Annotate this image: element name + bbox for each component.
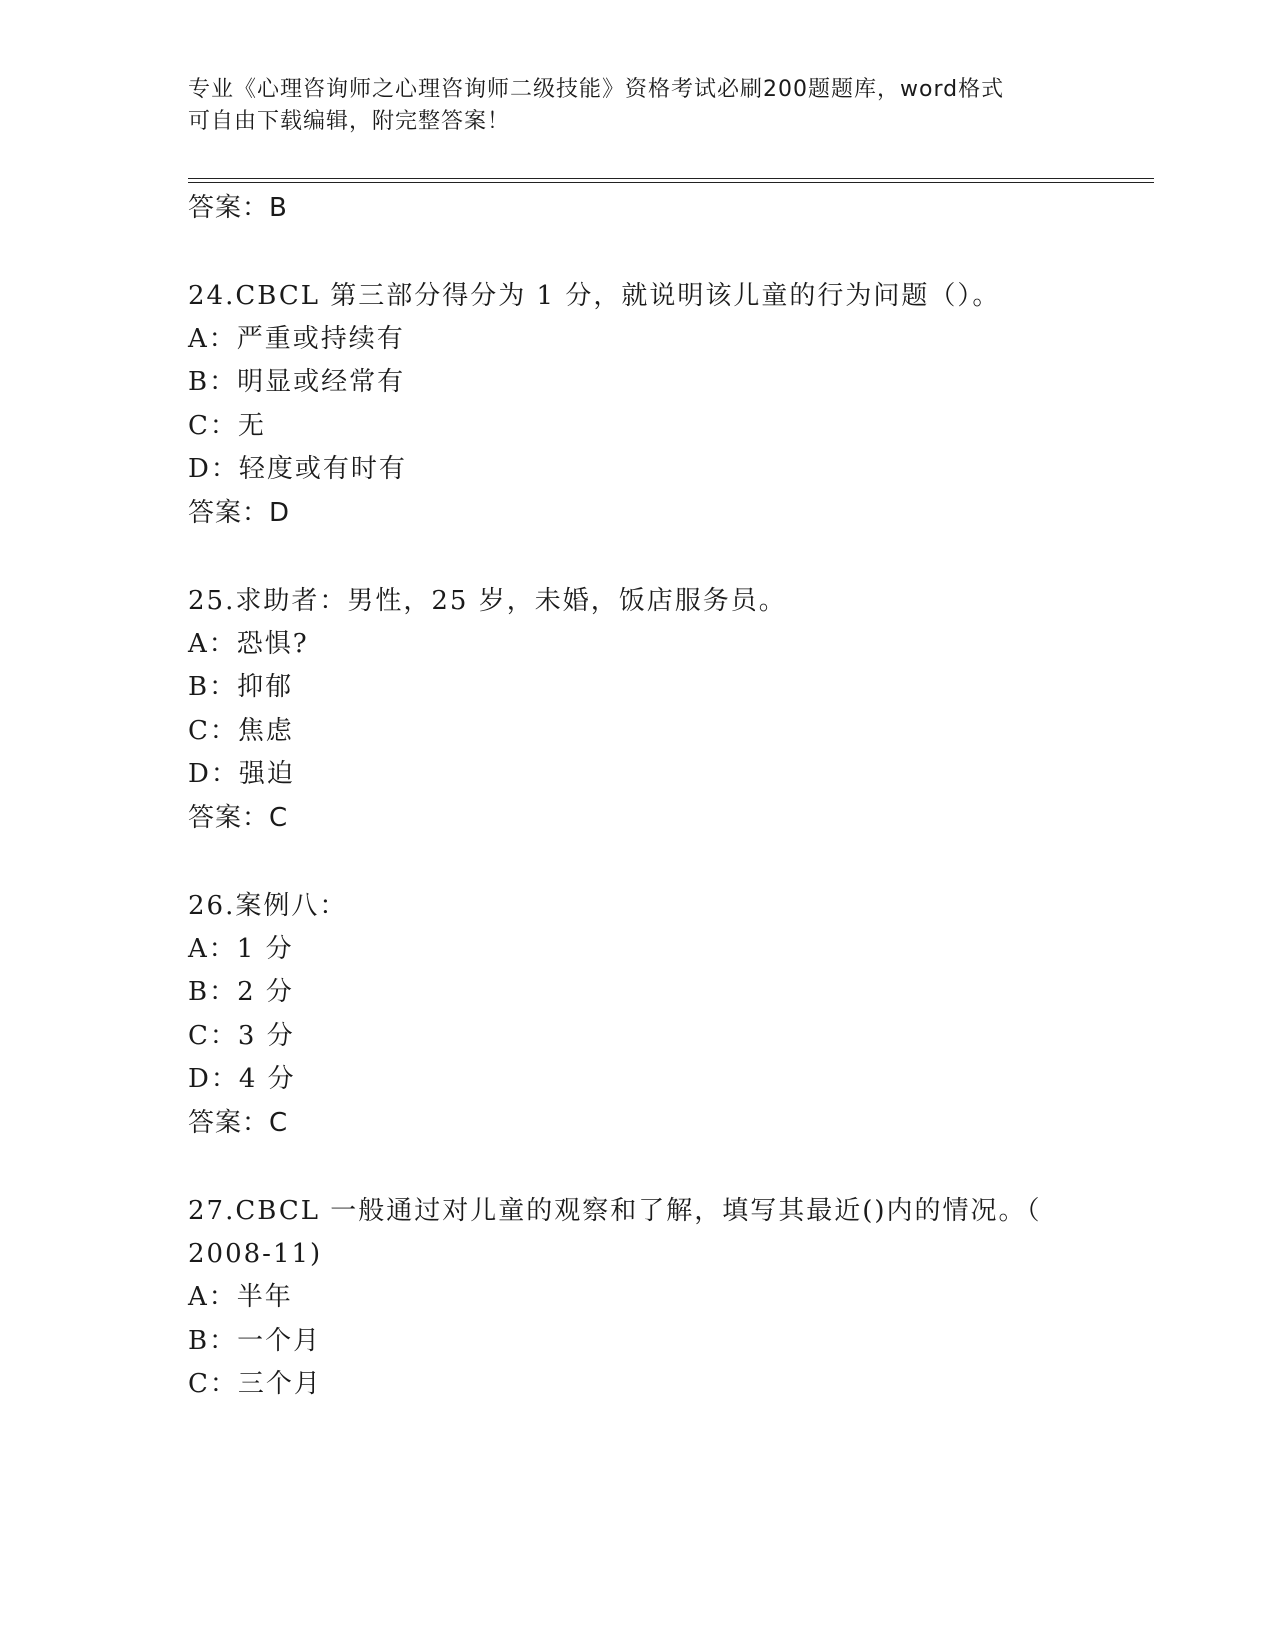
- question-26-text: 26.案例八：: [188, 891, 348, 921]
- question-27-option-b: B：一个月: [188, 1326, 322, 1356]
- question-25-option-c: C：焦虑: [188, 716, 294, 746]
- question-26-answer: 答案：C: [188, 1108, 289, 1138]
- question-26-option-a: A：1 分: [188, 934, 294, 964]
- question-24-answer: 答案：D: [188, 498, 291, 528]
- header-line-2: 可自由下载编辑，附完整答案！: [188, 109, 511, 134]
- question-25-answer: 答案：C: [188, 803, 289, 833]
- question-25-text: 25.求助者：男性，25 岁，未婚，饭店服务员。: [188, 586, 787, 616]
- question-24-option-c: C：无: [188, 411, 266, 441]
- question-26-option-c: C：3 分: [188, 1021, 295, 1051]
- question-27-option-a: A：半年: [188, 1282, 293, 1312]
- question-25-option-b: B：抑郁: [188, 672, 294, 702]
- question-24-text: 24.CBCL 第三部分得分为 1 分，就说明该儿童的行为问题（）。: [188, 281, 1001, 311]
- question-27-text-line-2: 2008-11): [188, 1239, 323, 1269]
- question-26-option-d: D：4 分: [188, 1064, 296, 1094]
- question-24-option-b: B：明显或经常有: [188, 367, 406, 397]
- question-24-option-a: A：严重或持续有: [188, 324, 405, 354]
- header-divider: [188, 178, 1154, 183]
- header-line-1: 专业《心理咨询师之心理咨询师二级技能》资格考试必刷200题题库，word格式: [188, 77, 1005, 102]
- question-25-option-a: A：恐惧?: [188, 629, 309, 659]
- question-27-text-line-1: 27.CBCL 一般通过对儿童的观察和了解，填写其最近()内的情况。（: [188, 1196, 1042, 1226]
- answer-label: 答案：B: [188, 193, 288, 223]
- question-26-option-b: B：2 分: [188, 977, 294, 1007]
- question-25-option-d: D：强迫: [188, 759, 295, 789]
- question-27-option-c: C：三个月: [188, 1369, 322, 1399]
- document-header: [188, 74, 1088, 138]
- question-24-option-d: D：轻度或有时有: [188, 454, 407, 484]
